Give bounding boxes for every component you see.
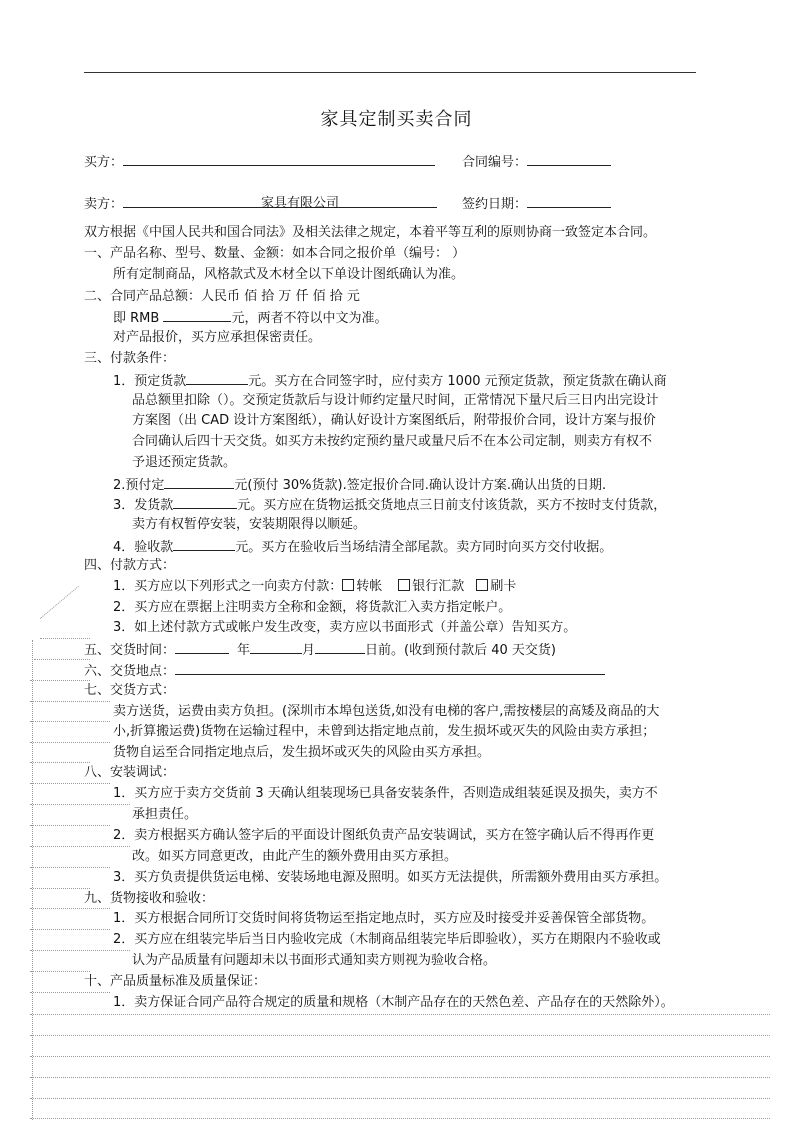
delivery-month-field[interactable] — [250, 640, 302, 654]
section-9-item-1: 1．买方根据合同所订交货时间将货物运至指定地点时，买方应及时接受并妥善保管全部货物。 — [113, 911, 655, 926]
acceptance-payment-field[interactable] — [173, 537, 235, 551]
section-3-item-1-cont: 方案图（出 CAD 设计方案图纸），确认好设计方案图纸后，附带报价合同，设计方案与报价 — [132, 413, 656, 428]
section-3-item-4: 4．验收款 元。买方在验收后当场结清全部尾款。卖方同时向买方交付收据。 — [113, 537, 612, 556]
section-4-item-2: 2．买方应在票据上注明卖方全称和金额，将货款汇入卖方指定帐户。 — [113, 600, 512, 615]
seller-name: 家具有限公司 — [261, 196, 340, 211]
shipping-payment-field[interactable] — [173, 495, 237, 509]
section-5-delivery-time: 五、交货时间： 年 月 日前。(收到预付款后 40 天交货) — [84, 640, 556, 659]
section-8-item-2: 2．卖方根据买方确认签字后的平面设计图纸负责产品安装调试，买方在签字确认后不得再作更 — [113, 828, 655, 843]
section-7-line: 货物自运至合同指定地点后，发生损坏或灭失的风险由买方承担。 — [113, 745, 491, 760]
section-4-title: 四、付款方式： — [84, 558, 176, 573]
section-10-item-1: 1．卖方保证合同产品符合规定的质量和规格（木制产品存在的天然色差、产品存在的天然除外）。 — [113, 995, 674, 1010]
section-7-line: 小,折算搬运费)货物在运输过程中，未曾到达指定地点前，发生损坏或灭失的风险由卖方承担； — [113, 724, 656, 739]
card-checkbox[interactable] — [476, 579, 488, 591]
section-7-line: 卖方送货，运费由卖方负担。(深圳市本埠包送货,如没有电梯的客户,需按楼层的高矮及商品的大 — [113, 704, 660, 719]
section-9-item-2-cont: 认为产品质量有问题却未以书面形式通知卖方则视为验收合格。 — [132, 953, 497, 968]
section-4-item-1: 1．买方应以下列形式之一向卖方付款： 转帐 银行汇款 刷卡 — [113, 579, 517, 594]
section-8-title: 八、安装调试： — [84, 765, 176, 780]
contract-no-field[interactable] — [527, 152, 611, 166]
delivery-place-field[interactable] — [175, 661, 605, 675]
section-3-item-3-cont: 卖方有权暂停安装，安装期限得以顺延。 — [132, 517, 367, 532]
prepay-field[interactable] — [164, 475, 234, 489]
buyer-field[interactable] — [123, 152, 435, 166]
contract-no-label: 合同编号： — [462, 155, 528, 170]
section-2-confidential: 对产品报价，买方应承担保密责任。 — [113, 330, 322, 345]
section-8-item-3: 3．买方负责提供货运电梯、安装场地电源及照明。如买方无法提供，所需额外费用由买方承担。 — [113, 870, 668, 885]
section-3-item-1-cont: 予退还预定货款。 — [132, 455, 237, 470]
section-2-title: 二、合同产品总额：人民币 佰 拾 万 仟 佰 拾 元 — [84, 289, 360, 304]
section-1-line: 所有定制商品，风格款式及木材全以下单设计图纸确认为准。 — [113, 267, 465, 282]
seller-field[interactable] — [123, 194, 437, 211]
transfer-checkbox[interactable] — [342, 579, 354, 591]
sign-date-label: 签约日期： — [462, 197, 528, 212]
delivery-year-field[interactable] — [175, 640, 229, 654]
bank-remittance-checkbox[interactable] — [398, 579, 410, 591]
section-2-rmb-line: 即 RMB 元，两者不符以中文为准。 — [113, 308, 387, 327]
section-3-title: 三、付款条件： — [84, 351, 176, 366]
section-8-item-1: 1．买方应于卖方交货前 3 天确认组装现场已具备安装条件，否则造成组装延误及损失，卖方不 — [113, 786, 658, 801]
document-title: 家具定制买卖合同 — [320, 109, 473, 130]
sign-date-field[interactable] — [527, 194, 611, 208]
section-8-item-1-cont: 承担责任。 — [132, 807, 198, 822]
header-rule — [84, 72, 696, 73]
section-3-item-2: 2.预付定 元(预付 30%货款).签定报价合同.确认设计方案.确认出货的日期. — [113, 475, 606, 494]
deposit-field[interactable] — [186, 371, 248, 385]
section-10-title: 十、产品质量标准及质量保证： — [84, 974, 267, 989]
section-3-item-3: 3．发货款 元。买方应在货物运抵交货地点三日前支付该货款，买方不按时支付货款， — [113, 495, 666, 514]
section-4-item-3: 3．如上述付款方式或帐户发生改变，卖方应以书面形式（并盖公章）告知买方。 — [113, 620, 577, 635]
intro-paragraph: 双方根据《中国人民共和国合同法》及相关法律之规定，本着平等互利的原则协商一致签定本合同。 — [84, 225, 657, 240]
section-1-title: 一、产品名称、型号、数量、金额：如本合同之报价单（编号： ） — [84, 246, 466, 261]
section-9-item-2: 2．买方应在组装完毕后当日内验收完成（木制商品组装完毕后即验收），买方在期限内不验收或 — [113, 932, 661, 947]
rmb-amount-field[interactable] — [163, 308, 231, 322]
section-6-delivery-place: 六、交货地点： — [84, 661, 605, 680]
section-9-title: 九、货物接收和验收： — [84, 891, 215, 906]
buyer-label: 买方： — [84, 155, 124, 170]
contract-no-row — [462, 151, 611, 170]
delivery-day-field[interactable] — [315, 640, 365, 654]
section-3-item-1: 1．预定货款 元。买方在合同签字时，应付卖方 1000 元预定货款，预定货款在确认商 — [113, 371, 667, 390]
seller-row — [84, 193, 437, 212]
seller-label: 卖方： — [84, 197, 124, 212]
section-3-item-1-cont: 合同确认后四十天交货。如买方未按约定预约量尺或量尺后不在本公司定制，则卖方有权不 — [132, 434, 653, 449]
section-3-item-1-cont: 品总额里扣除（）。交预定货款后与设计师约定量尺时间，正常情况下量尺后三日内出完设计 — [132, 393, 659, 408]
sign-date-row — [462, 193, 611, 212]
section-8-item-2-cont: 改。如买方同意更改，由此产生的额外费用由买方承担。 — [132, 849, 458, 864]
section-7-title: 七、交货方式： — [84, 683, 176, 698]
buyer-row — [84, 151, 435, 170]
